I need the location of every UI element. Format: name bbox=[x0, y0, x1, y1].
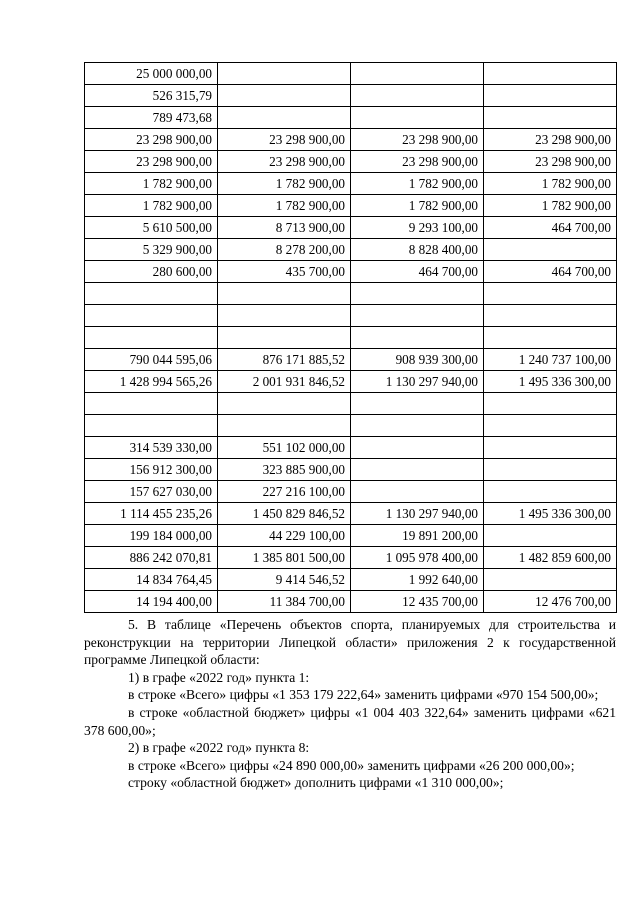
table-cell: 11 384 700,00 bbox=[218, 591, 351, 613]
table-cell: 23 298 900,00 bbox=[85, 129, 218, 151]
table-row bbox=[85, 569, 617, 591]
table-cell: 1 782 900,00 bbox=[351, 195, 484, 217]
table-row bbox=[85, 107, 617, 129]
table-cell: 1 240 737 100,00 bbox=[484, 349, 617, 371]
table-cell bbox=[218, 393, 351, 415]
table-row bbox=[85, 217, 617, 239]
table-cell bbox=[484, 525, 617, 547]
table-cell: 1 782 900,00 bbox=[484, 173, 617, 195]
table-cell: 1 782 900,00 bbox=[85, 173, 218, 195]
instruction-regional-2: строку «областной бюджет» дополнить цифрами «1 310 000,00»; bbox=[128, 775, 504, 791]
table-cell: 435 700,00 bbox=[218, 261, 351, 283]
table-cell: 1 782 900,00 bbox=[218, 173, 351, 195]
table-cell: 886 242 070,81 bbox=[85, 547, 218, 569]
table-cell bbox=[85, 393, 218, 415]
table-cell: 8 278 200,00 bbox=[218, 239, 351, 261]
table-cell: 9 414 546,52 bbox=[218, 569, 351, 591]
table-cell bbox=[351, 305, 484, 327]
table-cell bbox=[484, 85, 617, 107]
table-cell: 464 700,00 bbox=[484, 217, 617, 239]
instruction-regional-1: в строке «областной бюджет» цифры «1 004 403 322,64» заменить цифрами «621 378 600,00»; bbox=[84, 704, 616, 738]
table-cell: 2 001 931 846,52 bbox=[218, 371, 351, 393]
table-cell bbox=[351, 63, 484, 85]
table-row bbox=[85, 547, 617, 569]
table-cell: 1 450 829 846,52 bbox=[218, 503, 351, 525]
table-cell bbox=[351, 437, 484, 459]
table-cell: 1 782 900,00 bbox=[484, 195, 617, 217]
table-cell: 14 194 400,00 bbox=[85, 591, 218, 613]
table-cell: 19 891 200,00 bbox=[351, 525, 484, 547]
table-cell: 156 912 300,00 bbox=[85, 459, 218, 481]
table-cell: 1 482 859 600,00 bbox=[484, 547, 617, 569]
table-cell bbox=[484, 459, 617, 481]
table-row bbox=[85, 151, 617, 173]
table-cell: 23 298 900,00 bbox=[218, 151, 351, 173]
table-row bbox=[85, 503, 617, 525]
table-cell bbox=[85, 327, 218, 349]
table-cell: 908 939 300,00 bbox=[351, 349, 484, 371]
table-cell bbox=[351, 415, 484, 437]
instruction-total-2: в строке «Всего» цифры «24 890 000,00» заменить цифрами «26 200 000,00»; bbox=[128, 757, 575, 773]
table-cell bbox=[484, 63, 617, 85]
table-cell: 23 298 900,00 bbox=[218, 129, 351, 151]
table-cell: 1 114 455 235,26 bbox=[85, 503, 218, 525]
table-cell bbox=[484, 569, 617, 591]
table-cell bbox=[484, 437, 617, 459]
table-cell: 5 610 500,00 bbox=[85, 217, 218, 239]
table-row bbox=[85, 85, 617, 107]
table-cell: 1 782 900,00 bbox=[351, 173, 484, 195]
table-cell: 8 828 400,00 bbox=[351, 239, 484, 261]
table-row bbox=[85, 371, 617, 393]
table-row bbox=[85, 173, 617, 195]
subitem-1: 1) в графе «2022 год» пункта 1: bbox=[128, 669, 310, 685]
table-cell: 1 385 801 500,00 bbox=[218, 547, 351, 569]
instruction-total-1: в строке «Всего» цифры «1 353 179 222,64» заменить цифрами «970 154 500,00»; bbox=[128, 687, 599, 703]
table-cell: 1 130 297 940,00 bbox=[351, 503, 484, 525]
table-row bbox=[85, 305, 617, 327]
table-cell: 1 095 978 400,00 bbox=[351, 547, 484, 569]
table-cell: 12 435 700,00 bbox=[351, 591, 484, 613]
table-cell bbox=[218, 283, 351, 305]
table-cell bbox=[351, 283, 484, 305]
table-cell bbox=[218, 327, 351, 349]
table-row bbox=[85, 129, 617, 151]
table-row bbox=[85, 239, 617, 261]
table-cell: 1 130 297 940,00 bbox=[351, 371, 484, 393]
table-cell bbox=[218, 305, 351, 327]
table-cell bbox=[484, 283, 617, 305]
subitem-2: 2) в графе «2022 год» пункта 8: bbox=[128, 740, 310, 756]
table-cell bbox=[218, 415, 351, 437]
table-row bbox=[85, 415, 617, 437]
table-row bbox=[85, 393, 617, 415]
table-cell: 1 428 994 565,26 bbox=[85, 371, 218, 393]
table-cell bbox=[484, 481, 617, 503]
table-cell bbox=[351, 459, 484, 481]
table-cell: 23 298 900,00 bbox=[484, 151, 617, 173]
table-row bbox=[85, 283, 617, 305]
table-cell: 227 216 100,00 bbox=[218, 481, 351, 503]
table-cell: 1 495 336 300,00 bbox=[484, 371, 617, 393]
table-row bbox=[85, 327, 617, 349]
table-cell: 199 184 000,00 bbox=[85, 525, 218, 547]
table-row bbox=[85, 481, 617, 503]
table-cell: 789 473,68 bbox=[85, 107, 218, 129]
table-cell: 551 102 000,00 bbox=[218, 437, 351, 459]
table-cell bbox=[218, 63, 351, 85]
table-cell: 23 298 900,00 bbox=[484, 129, 617, 151]
table-cell bbox=[484, 305, 617, 327]
table-cell bbox=[351, 327, 484, 349]
table-cell bbox=[351, 85, 484, 107]
table-cell: 1 782 900,00 bbox=[85, 195, 218, 217]
table-cell bbox=[85, 415, 218, 437]
table-cell: 23 298 900,00 bbox=[351, 151, 484, 173]
table-row bbox=[85, 459, 617, 481]
table-cell: 1 992 640,00 bbox=[351, 569, 484, 591]
table-cell: 526 315,79 bbox=[85, 85, 218, 107]
table-cell bbox=[484, 107, 617, 129]
table-cell: 280 600,00 bbox=[85, 261, 218, 283]
table-row bbox=[85, 437, 617, 459]
table-cell: 14 834 764,45 bbox=[85, 569, 218, 591]
table-cell bbox=[484, 415, 617, 437]
table-cell: 464 700,00 bbox=[484, 261, 617, 283]
table-row bbox=[85, 349, 617, 371]
table-cell: 790 044 595,06 bbox=[85, 349, 218, 371]
table-cell: 23 298 900,00 bbox=[351, 129, 484, 151]
table-row bbox=[85, 525, 617, 547]
table-cell: 323 885 900,00 bbox=[218, 459, 351, 481]
table-cell: 1 495 336 300,00 bbox=[484, 503, 617, 525]
table-cell bbox=[484, 239, 617, 261]
table-cell: 464 700,00 bbox=[351, 261, 484, 283]
table-cell: 8 713 900,00 bbox=[218, 217, 351, 239]
table-cell bbox=[218, 85, 351, 107]
budget-table bbox=[84, 62, 617, 613]
table-cell bbox=[351, 481, 484, 503]
table-cell: 314 539 330,00 bbox=[85, 437, 218, 459]
paragraph-5: 5. В таблице «Перечень объектов спорта, планируемых для строительства и реконструкции на территории Липецкой области» приложения 2 к государственной программе Липецкой области: bbox=[84, 617, 616, 668]
table-row bbox=[85, 63, 617, 85]
table-row bbox=[85, 195, 617, 217]
table-cell: 876 171 885,52 bbox=[218, 349, 351, 371]
budget-table-body bbox=[85, 63, 617, 613]
table-cell: 23 298 900,00 bbox=[85, 151, 218, 173]
table-cell: 25 000 000,00 bbox=[85, 63, 218, 85]
table-cell bbox=[351, 393, 484, 415]
table-cell: 44 229 100,00 bbox=[218, 525, 351, 547]
table-cell bbox=[218, 107, 351, 129]
table-cell: 5 329 900,00 bbox=[85, 239, 218, 261]
table-row bbox=[85, 591, 617, 613]
table-cell bbox=[85, 305, 218, 327]
table-cell: 9 293 100,00 bbox=[351, 217, 484, 239]
table-row bbox=[85, 261, 617, 283]
table-cell bbox=[484, 327, 617, 349]
table-cell bbox=[351, 107, 484, 129]
amendment-text bbox=[84, 616, 616, 792]
document-page bbox=[84, 62, 616, 792]
table-cell bbox=[85, 283, 218, 305]
table-cell: 157 627 030,00 bbox=[85, 481, 218, 503]
table-cell bbox=[484, 393, 617, 415]
table-cell: 12 476 700,00 bbox=[484, 591, 617, 613]
table-cell: 1 782 900,00 bbox=[218, 195, 351, 217]
